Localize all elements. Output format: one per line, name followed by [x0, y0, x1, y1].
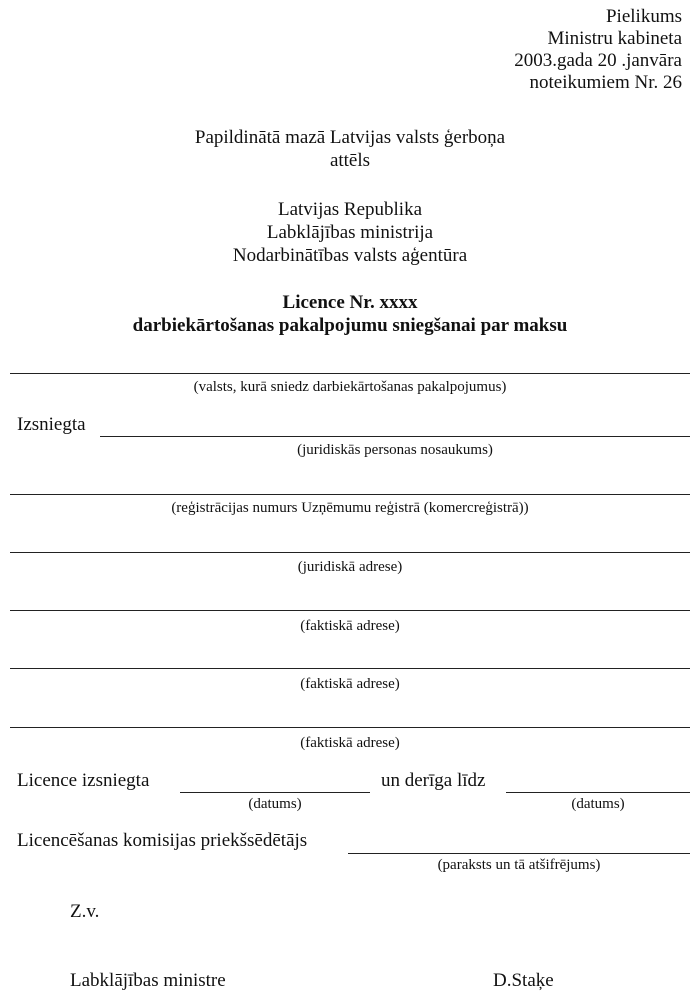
regulation-number: noteikumiem Nr. 26	[529, 72, 682, 93]
licence-number: Licence Nr. xxxx	[282, 292, 418, 313]
legal-address-caption: (juridiskā adrese)	[297, 559, 403, 575]
licence-purpose: darbiekārtošanas pakalpojumu sniegšanai par maksu	[132, 315, 568, 336]
issuer-ministry: Labklājības ministrija	[266, 222, 434, 243]
appendix-label: Pielikums	[605, 6, 682, 27]
issuer-block	[0, 198, 700, 267]
registration-line[interactable]	[10, 494, 690, 495]
appendix-header	[514, 6, 682, 94]
valid-until-line[interactable]	[506, 792, 690, 793]
legal-address-line[interactable]	[10, 552, 690, 553]
actual-address-caption-1: (faktiskā adrese)	[300, 618, 400, 634]
emblem-caption-line2: attēls	[329, 150, 371, 171]
country-caption: (valsts, kurā sniedz darbiekārtošanas pakalpojumus)	[193, 379, 507, 395]
regulation-date: 2003.gada 20 .janvāra	[514, 50, 682, 71]
entity-name-caption: (juridiskās personas nosaukums)	[297, 442, 493, 458]
valid-until-caption: (datums)	[571, 796, 625, 812]
emblem-caption	[0, 126, 700, 172]
actual-address-caption-2: (faktiskā adrese)	[300, 676, 400, 692]
signature-caption: (paraksts un tā atšifrējums)	[437, 857, 601, 873]
minister-name: D.Staķe	[493, 970, 554, 991]
issuer-country: Latvijas Republika	[277, 199, 423, 220]
valid-until-label: un derīga līdz	[381, 770, 486, 791]
entity-name-line[interactable]	[100, 436, 690, 437]
document-title	[0, 291, 700, 337]
issued-date-label: Licence izsniegta	[17, 770, 150, 791]
issued-to-label: Izsniegta	[17, 414, 86, 435]
commission-chair-label: Licencēšanas komisijas priekšsēdētājs	[17, 830, 308, 851]
country-line[interactable]	[10, 373, 690, 374]
issued-date-caption: (datums)	[248, 796, 302, 812]
signature-line[interactable]	[348, 853, 690, 854]
actual-address-line-3[interactable]	[10, 727, 690, 728]
actual-address-line-2[interactable]	[10, 668, 690, 669]
registration-caption: (reģistrācijas numurs Uzņēmumu reģistrā (komercreģistrā))	[171, 500, 529, 516]
actual-address-caption-3: (faktiskā adrese)	[300, 735, 400, 751]
actual-address-line-1[interactable]	[10, 610, 690, 611]
issued-date-line[interactable]	[180, 792, 370, 793]
emblem-caption-line1: Papildinātā mazā Latvijas valsts ģerboņa	[194, 127, 506, 148]
seal-mark: Z.v.	[70, 901, 100, 922]
minister-title: Labklājības ministre	[70, 970, 226, 991]
issuer-agency: Nodarbinātības valsts aģentūra	[232, 245, 468, 266]
cabinet-label: Ministru kabineta	[547, 28, 682, 49]
